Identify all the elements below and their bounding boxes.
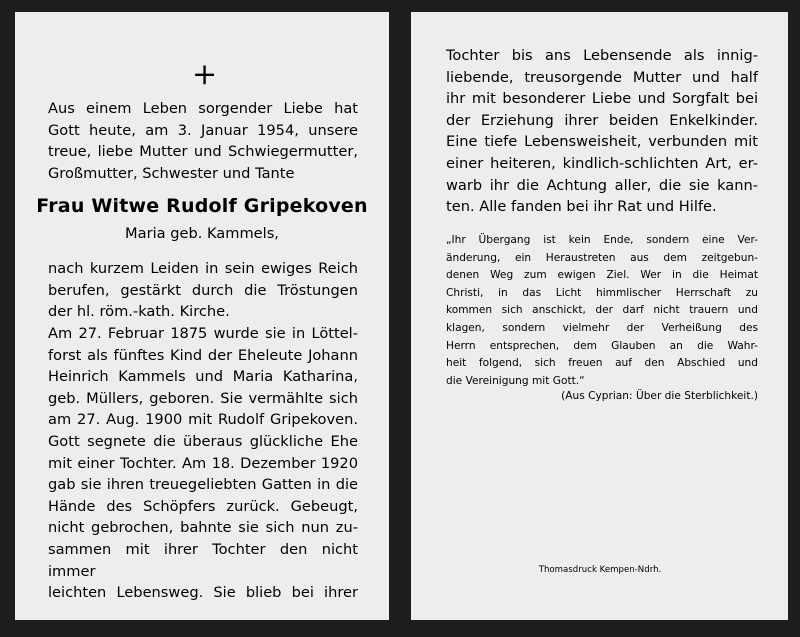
quote-source: (Aus Cyprian: Über die Sterblichkeit.) <box>561 390 758 402</box>
body-line: Eine tiefe Lebensweisheit, verbunden mit <box>446 133 758 151</box>
quote-line: änderung, ein Heraustreten aus dem zeitgebun- <box>446 251 758 264</box>
intro-line: Aus einem Leben sorgender Liebe hat <box>48 100 358 117</box>
body-line: nicht gebrochen, bahnte sie sich nun zu- <box>48 519 358 537</box>
quote-line: denen Weg zum ewigen Ziel. Wer in die Heimat <box>446 269 758 282</box>
body-line: Hände des Schöpfers zurück. Gebeugt, <box>48 497 358 515</box>
body-line: Heinrich Kammels und Maria Katharina, <box>48 368 358 386</box>
body-line: einer heiteren, kindlich-schlichten Art, er- <box>446 154 758 172</box>
quote-line: die Vereinigung mit Gott.“ <box>446 374 585 387</box>
quote-line: klagen, sondern vielmehr der Verheißung des <box>446 321 758 334</box>
body-line: der hl. röm.-kath. Kirche. <box>48 303 230 321</box>
body-line: der Erziehung ihrer beiden Enkelkinder. <box>446 111 758 129</box>
continuation-paragraph <box>446 45 758 218</box>
printer-imprint: Thomasdruck Kempen-Ndrh. <box>538 565 662 575</box>
body-line: ten. Alle fanden bei ihr Rat und Hilfe. <box>446 198 717 216</box>
biography-paragraph <box>48 323 358 604</box>
cross-symbol: + <box>192 57 218 92</box>
intro-line: Großmutter, Schwester und Tante <box>48 164 295 182</box>
body-line: mit einer Tochter. Am 18. Dezember 1920 <box>48 454 358 472</box>
intro-paragraph <box>48 98 358 184</box>
maiden-name: Maria geb. Kammels, <box>125 225 279 242</box>
body-line: ihr mit besonderer Liebe und Sorgfalt bei <box>446 90 758 108</box>
body-line: geb. Müllers, geboren. Sie vermählte sich <box>48 389 358 407</box>
body-line: am 27. Aug. 1900 mit Rudolf Gripekoven. <box>48 411 358 429</box>
intro-line: treue, liebe Mutter und Schwiegermutter, <box>48 143 358 161</box>
body-line: warb ihr die Achtung aller, die sie kann- <box>446 176 758 194</box>
body-line: sammen mit ihrer Tochter den nicht immer <box>48 540 358 580</box>
body-line: forst als fünftes Kind der Eheleute Johann <box>48 346 358 364</box>
body-line: Am 27. Februar 1875 wurde sie in Löttel- <box>48 325 358 342</box>
body-line: leichten Lebensweg. Sie blieb bei ihrer <box>48 584 358 602</box>
quote-line: Herrn entsprechen, dem Glauben an die Wahr- <box>446 339 758 352</box>
quote-line: Christi, in das Licht himmlischer Herrschaft zu <box>446 286 758 299</box>
quote-line: kommen sich anschickt, der darf nicht trauern und <box>446 304 758 317</box>
body-line: nach kurzem Leiden in sein ewiges Reich <box>48 260 358 277</box>
quote-line: heit folgend, sich freuen auf den Abschied und <box>446 357 758 370</box>
body-line: Tochter bis ans Lebensende als innig- <box>446 47 758 64</box>
quote-line: „Ihr Übergang ist kein Ende, sondern eine Ver- <box>446 234 758 246</box>
body-line: gab sie ihren treuegeliebten Gatten in die <box>48 476 358 494</box>
death-paragraph <box>48 258 358 323</box>
body-line: liebende, treusorgende Mutter und half <box>446 68 758 86</box>
body-line: Gott segnete die überaus glückliche Ehe <box>48 432 358 450</box>
deceased-name: Frau Witwe Rudolf Gripekoven <box>36 195 368 217</box>
cyprian-quote <box>446 232 758 390</box>
intro-line: Gott heute, am 3. Januar 1954, unsere <box>48 121 358 139</box>
body-line: berufen, gestärkt durch die Tröstungen <box>48 281 358 299</box>
